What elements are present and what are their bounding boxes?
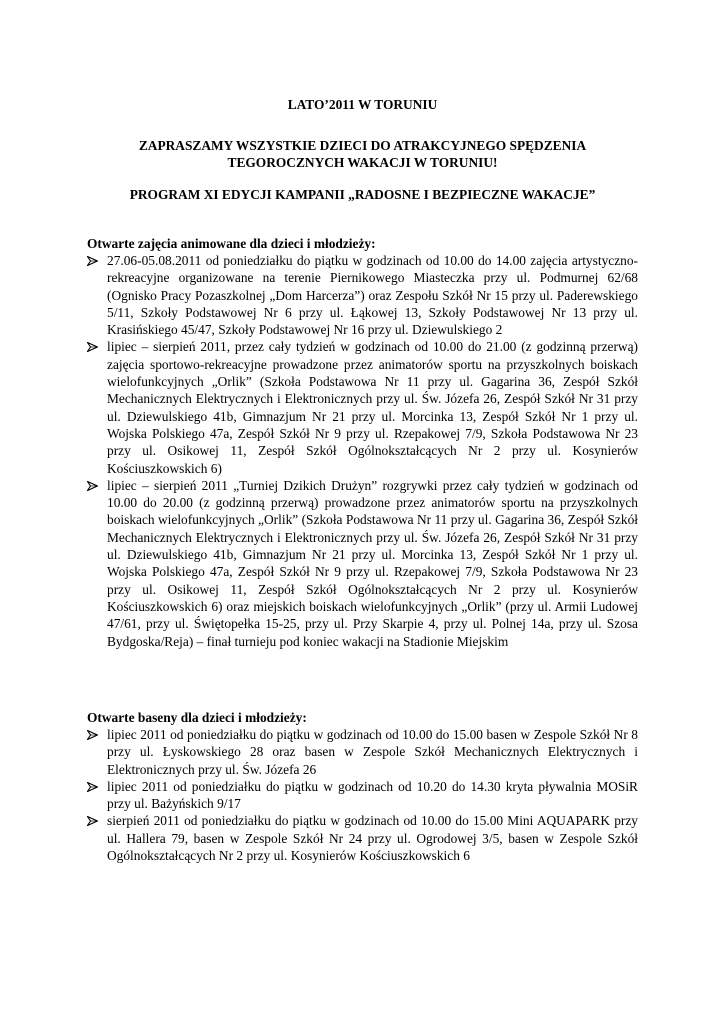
arrowhead-bullet-icon (87, 342, 98, 352)
list-item (87, 477, 638, 650)
arrowhead-bullet-icon (87, 481, 98, 491)
arrowhead-bullet-icon (87, 730, 98, 740)
section-title-open-pools: Otwarte baseny dla dzieci i młodzieży: (87, 710, 307, 725)
list-item-text: sierpień 2011 od poniedziałku do piątku w godzinach od 10.00 do 15.00 Mini AQUAPARK przy ul. Hallera 79, basen w Zespole Szkół Nr 24 przy ul. Ogrodowej 3/5, basen w Zespole Szkół Ogólnokształcących Nr 2 przy ul. Kosynierów Kościuszkowskich 6 (107, 813, 638, 864)
list-item (87, 726, 638, 778)
list-item-text: lipiec 2011 od poniedziałku do piątku w godzinach od 10.20 do 14.30 kryta pływalnia MOSiR przy ul. Bażyńskich 9/17 (107, 778, 638, 812)
section-title-animated-activities: Otwarte zajęcia animowane dla dzieci i młodzieży: (87, 236, 376, 251)
list-item (87, 338, 638, 476)
animated-activities-list (87, 252, 638, 650)
arrowhead-bullet-icon (87, 256, 98, 266)
list-item (87, 778, 638, 813)
arrowhead-bullet-icon (87, 782, 98, 792)
list-item (87, 812, 638, 864)
page-title: LATO’2011 W TORUNIU (287, 97, 438, 112)
arrowhead-bullet-icon (87, 816, 98, 826)
list-item-text: 27.06-05.08.2011 od poniedziałku do piątku w godzinach od 10.00 do 14.00 zajęcia artystyczno-rekreacyjne organizowane na terenie Piernikowego Miasteczka przy ul. Podmurnej 62/68 (Ognisko Pracy Pozaszkolnej „Dom Harcerza”) oraz Zespołu Szkół Nr 15 przy ul. Paderewskiego 5/11, Szkoły Podstawowej Nr 6 przy ul. Łąkowej 13, Szkoły Podstawowej Nr 13 przy ul. Krasińskiego 45/47, Szkoły Podstawowej Nr 16 przy ul. Dziewulskiego 2 (107, 253, 638, 338)
list-item-text: lipiec 2011 od poniedziałku do piątku w godzinach od 10.00 do 15.00 basen w Zespole Szkół Nr 8 przy ul. Łyskowskiego 28 oraz basen w Zespole Szkół Mechanicznych Elektrycznych i Elektronicznych przy ul. Św. Józefa 26 (107, 727, 638, 777)
list-item-text: lipiec – sierpień 2011, przez cały tydzień w godzinach od 10.00 do 21.00 (z godzinną przerwą) zajęcia sportowo-rekreacyjne prowadzone przez animatorów sportu na przyszkolnych boiskach wielofunkcyjnych „Orlik” (Szkoła Podstawowa Nr 11 przy ul. Gagarina 36, Zespół Szkół Mechanicznych Elektrycznych i Elektronicznych przy ul. Św. Józefa 26, Zespół Szkół Nr 31 przy ul. Dziewulskiego 41b, Gimnazjum Nr 21 przy ul. Morcinka 13, Zespół Szkół Nr 1 przy ul. Wojska Polskiego 47a, Zespół Szkół Nr 9 przy ul. Rzepakowej 7/9, Szkoła Podstawowa Nr 23 przy ul. Osikowej 11, Zespół Szkół Ogólnokształcących Nr 2 przy ul. Kosynierów Kościuszkowskich 6) (107, 339, 638, 476)
invitation-heading: ZAPRASZAMY WSZYSTKIE DZIECI DO ATRAKCYJNEGO SPĘDZENIA TEGOROCZNYCH WAKACJI W TORUNIU! (138, 138, 587, 171)
open-pools-list (87, 726, 638, 864)
program-heading: PROGRAM XI EDYCJI KAMPANII „RADOSNE I BEZPIECZNE WAKACJE” (129, 187, 596, 202)
list-item-text: lipiec – sierpień 2011 „Turniej Dzikich Drużyn” rozgrywki przez cały tydzień w godzinach od 10.00 do 20.00 (z godzinną przerwą) prowadzone przez animatorów sportu na przyszkolnych boiskach wielofunkcyjnych „Orlik” (Szkoła Podstawowa Nr 11 przy ul. Gagarina 36, Zespół Szkół Mechanicznych Elektrycznych i Elektronicznych przy ul. Św. Józefa 26, Zespół Szkół Nr 31 przy ul. Dziewulskiego 41b, Gimnazjum Nr 21 przy ul. Morcinka 13, Zespół Szkół Nr 1 przy ul. Wojska Polskiego 47a, Zespół Szkół Nr 9 przy ul. Rzepakowej 7/9, Szkoła Podstawowa Nr 23 przy ul. Osikowej 11, Zespół Szkół Ogólnokształcących Nr 2 przy ul. Kosynierów Kościuszkowskich 6) oraz miejskich boiskach wielofunkcyjnych „Orlik” (przy ul. Armii Ludowej 47/61, przy ul. Świętopełka 15-25, przy ul. Przy Skarpie 4, przy ul. Polnej 14a, przy ul. Szosa Bydgoska/Reja) – finał turnieju pod koniec wakacji na Stadionie Miejskim (107, 477, 638, 649)
list-item (87, 252, 638, 338)
